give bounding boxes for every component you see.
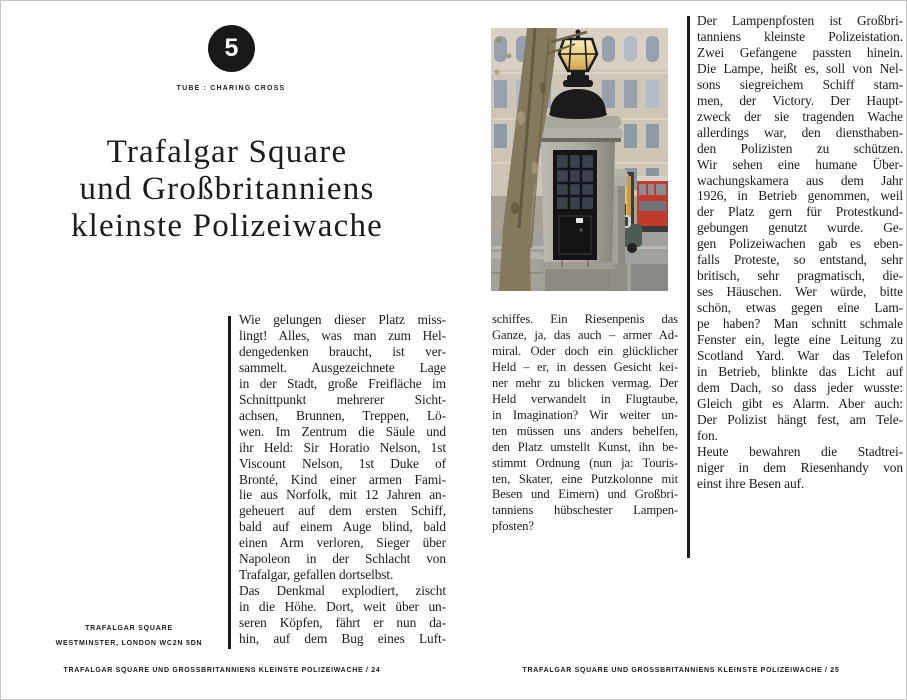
text-line: achsen, Brunnen, Treppen, Lö- [239,407,446,423]
text-line: Schnittpunkt mehrerer Sicht- [239,391,446,407]
text-line: Bronté, Kind einer armen Fami- [239,471,446,487]
text-line: Der Lampenpfosten ist Großbri- [697,13,903,28]
text-line: Heute bewahren die Stadtrei- [697,443,903,459]
paragraph [492,312,678,535]
police-box-photo-illustration [491,28,668,291]
text-line: Viscount Nelson, 1st Duke of [239,455,446,471]
text-line: lie aus Norfolk, mit 12 Jahren an- [239,487,446,503]
text-line: ses Häuschen. Wer würde, bitte [697,284,903,300]
text-line: niger in dem Riesenhandy von [697,459,903,475]
paragraph [697,13,903,444]
text-line: der Platz gern für Protestkund- [697,204,903,220]
title-line-1: Trafalgar Square [106,134,348,170]
text-line: geheuert auf dem ersten Schiff, [239,503,446,519]
text-line: sammelt. Ausgezeichnete Lage [239,359,446,375]
text-line: lingt! Alles, was man zum Hel- [239,327,446,343]
text-line: Trafalgar, gefallen dortselbst. [239,567,394,583]
running-footer-page-25: TRAFALGAR SQUARE UND GROSSBRITANNIENS KLEINSTE POLIZEIWACHE / 25 [522,667,840,674]
text-line: Gleich gibt es Alarm. Aber auch: [697,395,903,411]
chapter-number-badge [208,25,255,72]
text-line: Zwei Gefangene passten hinein. [697,44,903,60]
text-line: hin, auf dem Bug eines Luft- [239,631,446,647]
text-line: zweck der sie tragenden Wache [697,108,903,124]
text-line: seren Köpfen, fährt er nun da- [239,615,446,631]
text-line: schön, etwas gegen eine Lam- [697,300,903,316]
text-line: gen Polizeiwachen gab es eben- [697,236,903,252]
police-box-photo [491,28,668,291]
text-line: miral. Oder doch ein glücklicher [492,343,678,358]
text-line: in der Stadt, große Freifläche im [239,375,446,391]
text-line: einst ihre Besen auf. [697,475,805,491]
title-line-3: kleinste Polizeiwache [70,208,384,244]
text-line: Die Lampe, heißt es, soll von Nel- [697,60,903,76]
address-line-1: TRAFALGAR SQUARE [85,625,173,632]
text-line: Der Polizist hängt fest, am Tele- [697,411,903,427]
text-line: britisch, sehr pragmatisch, die- [697,268,903,284]
text-line: Das Denkmal explodiert, zischt [239,583,446,599]
text-line: den Platz umstellt Kunst, ihn be- [492,439,678,454]
text-line: einen Arm verloren, Sieger über [239,535,446,551]
text-line: in die Höhe. Dort, weit über un- [239,599,446,615]
paragraph [239,583,446,647]
text-line: Fenster ein, legte eine Leitung zu [697,332,903,348]
paragraph [697,444,903,492]
text-line: tanniens hübschester Lampen- [492,503,678,518]
address-block [29,621,229,651]
text-line: Napoleon in der Schlacht von [239,551,446,567]
text-line: Ganze, ja, das auch – armer Ad- [492,327,678,342]
red-bus [637,176,668,232]
text-line: sons siegreichem Schiff stam- [697,76,903,92]
text-line: gebungen genutzt wurde. Ge- [697,220,903,236]
text-line: ten müssen uns anders behelfen, [492,423,678,438]
text-line: allerdings war, den diensthaben- [697,124,903,140]
text-line: dem Dach, so dass jeder wusste: [697,379,903,395]
text-line: Wie gelungen dieser Platz miss- [239,312,446,327]
text-line: Scotland Yard. War das Telefon [697,348,903,364]
paragraph [239,312,446,583]
body-column-right-page-right [697,13,903,492]
text-line: tanniens kleinste Polizeistation. [697,28,903,44]
text-line: pfosten? [492,519,534,534]
text-line: fon. [697,427,718,443]
address-line-2: WESTMINSTER, LONDON WC2N 5DN [55,640,203,647]
text-line: men, der Victory. Der Haupt- [697,92,903,108]
body-column-left-page [239,312,446,647]
police-box-door [553,150,597,260]
text-line: ten, Skater, eine Putzkolonne mit [492,471,678,486]
chapter-number: 5 [224,34,239,62]
running-footer-page-24: TRAFALGAR SQUARE UND GROSSBRITANNIENS KLEINSTE POLIZEIWACHE / 24 [63,667,381,674]
body-column-right-page-left [492,312,678,535]
text-line: in Betrieb, blinkte das Licht auf [697,363,903,379]
column-rule-left-page [228,316,231,649]
text-line: pe haben? Man schnitt schmale [697,316,903,332]
text-line: falls Proteste, so entstand, sehr [697,252,903,268]
chapter-title [17,134,437,245]
text-line: in Imagination? Wir weiter un- [492,407,678,422]
column-rule-right-page [687,16,690,558]
text-line: wachungskamera aus dem Jahr [697,172,903,188]
text-line: Wir sehen eine humane Über- [697,156,903,172]
text-line: dengedenken braucht, ist ver- [239,343,446,359]
text-line: ihr Held: Sir Horatio Nelson, 1st [239,439,446,455]
title-line-2: und Großbritanniens [79,171,375,207]
text-line: schiffes. Ein Riesenpenis das [492,312,678,326]
text-line: bald auf einem Auge blind, bald [239,519,446,535]
text-line: Held verwandelt in Flugtaube, [492,391,678,406]
tube-station-label: TUBE : CHARING CROSS [176,85,286,92]
text-line: ner mehr zu blicken vermag. Der [492,375,678,390]
text-line: stimmt Ordnung (nun ja: Touris- [492,455,678,470]
text-line: Besen und Eimern) und Großbri- [492,487,678,502]
text-line: wen. Im Zentrum die Säule und [239,423,446,439]
text-line: 1926, in Betrieb genommen, weil [697,188,903,204]
text-line: Held – er, in dessen Gesicht kei- [492,359,678,374]
text-line: den Polizisten zu schützen. [697,140,903,156]
